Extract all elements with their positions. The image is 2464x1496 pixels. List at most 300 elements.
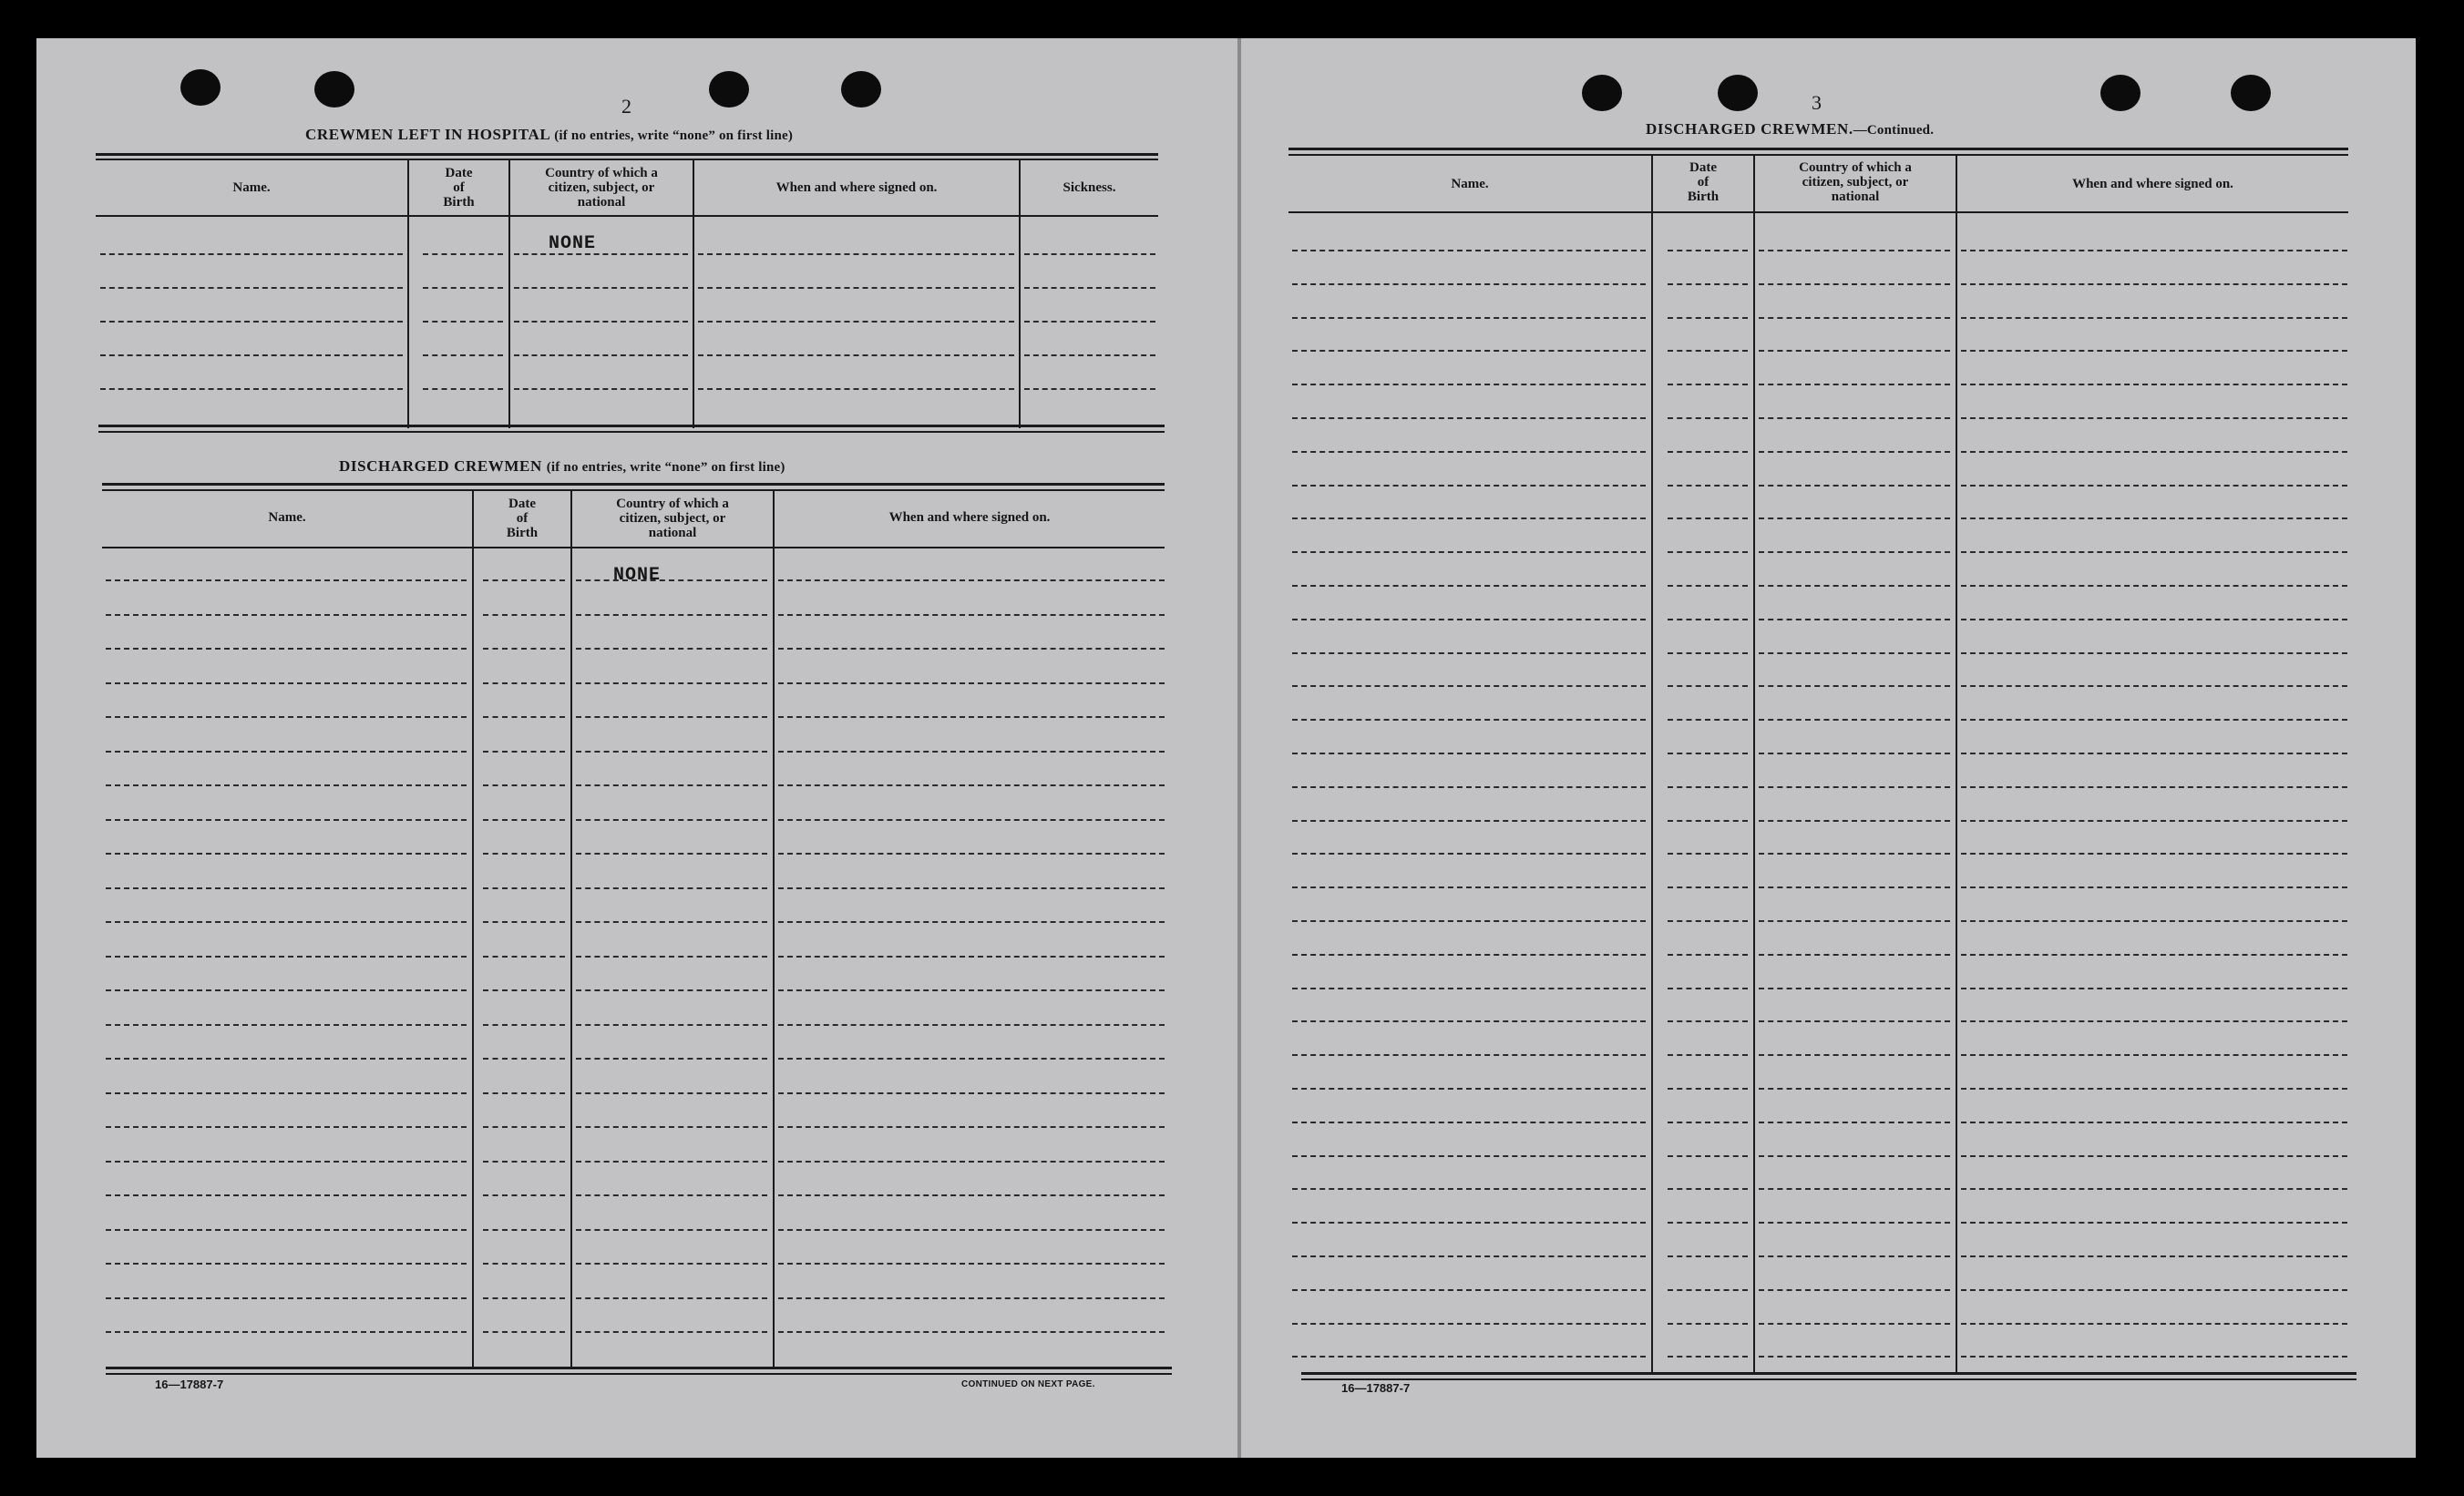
blank-entry-line[interactable] <box>1961 1122 2347 1123</box>
blank-entry-line[interactable] <box>1961 685 2347 687</box>
blank-entry-line[interactable] <box>1961 1088 2347 1090</box>
blank-entry-line[interactable] <box>483 819 565 821</box>
blank-entry-line[interactable] <box>100 321 403 323</box>
blank-entry-line[interactable] <box>423 287 503 289</box>
blank-entry-line[interactable] <box>1759 1222 1950 1224</box>
page-number: 2 <box>621 95 631 118</box>
blank-entry-line[interactable] <box>576 887 767 889</box>
col-header-sickness <box>1021 180 1158 195</box>
blank-entry-line[interactable] <box>1668 250 1748 251</box>
blank-entry-line[interactable] <box>1292 1155 1646 1157</box>
col-header-country-line2: citizen, subject, or <box>1802 175 1909 190</box>
blank-entry-line[interactable] <box>576 579 767 581</box>
blank-entry-line[interactable] <box>778 1331 1165 1333</box>
blank-entry-line[interactable] <box>1759 786 1950 788</box>
blank-entry-line[interactable] <box>1759 1122 1950 1123</box>
blank-entry-line[interactable] <box>1292 283 1646 285</box>
blank-entry-line[interactable] <box>1961 1255 2347 1257</box>
blank-entry-line[interactable] <box>1292 753 1646 754</box>
blank-entry-line[interactable] <box>576 1297 767 1299</box>
blank-entry-line[interactable] <box>576 614 767 616</box>
blank-entry-line[interactable] <box>1759 1255 1950 1257</box>
blank-entry-line[interactable] <box>1759 652 1950 654</box>
punch-hole <box>709 71 749 108</box>
hospital-instruction: (if no entries, write “none” on first line) <box>554 128 794 143</box>
blank-entry-line[interactable] <box>778 819 1165 821</box>
column-divider <box>773 489 775 1368</box>
blank-entry-line[interactable] <box>423 321 503 323</box>
blank-entry-line[interactable] <box>1759 451 1950 453</box>
blank-entry-line[interactable] <box>1292 1356 1646 1358</box>
blank-entry-line[interactable] <box>483 1331 565 1333</box>
blank-entry-line[interactable] <box>1759 619 1950 620</box>
blank-entry-line[interactable] <box>778 1058 1165 1060</box>
blank-entry-line[interactable] <box>778 1161 1165 1163</box>
hospital-entry-none[interactable]: NONE <box>549 233 597 254</box>
col-header-signed-on <box>694 180 1019 195</box>
blank-entry-line[interactable] <box>778 1126 1165 1128</box>
blank-entry-line[interactable] <box>106 579 467 581</box>
blank-entry-line[interactable] <box>106 1092 467 1094</box>
blank-entry-line[interactable] <box>106 1024 467 1026</box>
blank-entry-line[interactable] <box>1024 287 1155 289</box>
blank-entry-line[interactable] <box>1668 451 1748 453</box>
blank-entry-line[interactable] <box>1292 820 1646 822</box>
blank-entry-line[interactable] <box>1668 317 1748 319</box>
blank-entry-line[interactable] <box>1759 1356 1950 1358</box>
blank-entry-line[interactable] <box>106 853 467 855</box>
continued-note: CONTINUED ON NEXT PAGE. <box>961 1379 1095 1389</box>
blank-entry-line[interactable] <box>483 853 565 855</box>
punch-hole <box>1718 75 1758 111</box>
col-header-name-text: Name. <box>1451 177 1489 191</box>
col-header-country-line3: national <box>648 526 697 540</box>
blank-entry-line[interactable] <box>1292 317 1646 319</box>
col-header-signed-on-text: When and where signed on. <box>888 510 1051 525</box>
blank-entry-line[interactable] <box>106 956 467 958</box>
blank-entry-line[interactable] <box>1759 820 1950 822</box>
col-header-dob-line2: of <box>516 511 529 526</box>
blank-entry-line[interactable] <box>1759 753 1950 754</box>
blank-entry-line[interactable] <box>1961 753 2347 754</box>
col-header-name-text: Name. <box>268 510 306 525</box>
blank-entry-line[interactable] <box>1292 685 1646 687</box>
blank-entry-line[interactable] <box>106 682 467 684</box>
blank-entry-line[interactable] <box>576 1092 767 1094</box>
blank-entry-line[interactable] <box>576 784 767 786</box>
blank-entry-line[interactable] <box>1292 384 1646 385</box>
discharged-continued-title <box>1646 120 1934 138</box>
blank-entry-line[interactable] <box>483 1058 565 1060</box>
blank-entry-line[interactable] <box>1292 719 1646 721</box>
blank-entry-line[interactable] <box>106 751 467 753</box>
blank-entry-line[interactable] <box>1292 1323 1646 1325</box>
blank-entry-line[interactable] <box>423 388 503 390</box>
blank-entry-line[interactable] <box>1759 417 1950 419</box>
blank-entry-line[interactable] <box>778 1263 1165 1265</box>
blank-entry-line[interactable] <box>698 388 1014 390</box>
blank-entry-line[interactable] <box>1961 786 2347 788</box>
blank-entry-line[interactable] <box>576 1331 767 1333</box>
punch-hole <box>841 71 881 108</box>
blank-entry-line[interactable] <box>1668 1222 1748 1224</box>
blank-entry-line[interactable] <box>483 887 565 889</box>
blank-entry-line[interactable] <box>1292 585 1646 587</box>
hospital-section-title <box>305 126 793 144</box>
blank-entry-line[interactable] <box>100 354 403 356</box>
blank-entry-line[interactable] <box>1292 417 1646 419</box>
blank-entry-line[interactable] <box>106 1058 467 1060</box>
blank-entry-line[interactable] <box>1668 1323 1748 1325</box>
blank-entry-line[interactable] <box>778 1229 1165 1231</box>
blank-entry-line[interactable] <box>1961 1222 2347 1224</box>
blank-entry-line[interactable] <box>778 956 1165 958</box>
blank-entry-line[interactable] <box>100 253 403 255</box>
blank-entry-line[interactable] <box>1961 1289 2347 1291</box>
blank-entry-line[interactable] <box>1292 786 1646 788</box>
blank-entry-line[interactable] <box>483 1297 565 1299</box>
blank-entry-line[interactable] <box>483 751 565 753</box>
col-header-dob-line3: Birth <box>443 195 475 210</box>
col-header-signed-on-text: When and where signed on. <box>775 180 938 195</box>
blank-entry-line[interactable] <box>778 648 1165 650</box>
blank-entry-line[interactable] <box>1961 283 2347 285</box>
blank-entry-line[interactable] <box>576 716 767 718</box>
blank-entry-line[interactable] <box>106 1297 467 1299</box>
blank-entry-line[interactable] <box>1759 719 1950 721</box>
blank-entry-line[interactable] <box>576 1229 767 1231</box>
blank-entry-line[interactable] <box>778 579 1165 581</box>
blank-entry-line[interactable] <box>1759 485 1950 487</box>
blank-entry-line[interactable] <box>483 1263 565 1265</box>
table-rule <box>96 153 1158 156</box>
blank-entry-line[interactable] <box>1292 250 1646 251</box>
blank-entry-line[interactable] <box>1668 1020 1748 1022</box>
blank-entry-line[interactable] <box>1292 853 1646 855</box>
table-rule <box>1288 148 2348 150</box>
blank-entry-line[interactable] <box>1668 652 1748 654</box>
blank-entry-line[interactable] <box>1759 551 1950 553</box>
blank-entry-line[interactable] <box>1668 853 1748 855</box>
column-divider <box>1753 154 1755 1375</box>
blank-entry-line[interactable] <box>778 921 1165 923</box>
column-divider <box>1651 154 1653 1375</box>
blank-entry-line[interactable] <box>1759 1054 1950 1056</box>
blank-entry-line[interactable] <box>423 253 503 255</box>
blank-entry-line[interactable] <box>576 682 767 684</box>
col-header-dob <box>1653 160 1753 204</box>
discharged-title-text: DISCHARGED CREWMEN <box>339 457 542 475</box>
blank-entry-line[interactable] <box>1668 1054 1748 1056</box>
blank-entry-line[interactable] <box>514 388 688 390</box>
punch-hole <box>2231 75 2271 111</box>
blank-entry-line[interactable] <box>106 989 467 991</box>
blank-entry-line[interactable] <box>1759 517 1950 519</box>
blank-entry-line[interactable] <box>1292 619 1646 620</box>
blank-entry-line[interactable] <box>1668 685 1748 687</box>
blank-entry-line[interactable] <box>1961 1054 2347 1056</box>
blank-entry-line[interactable] <box>1292 517 1646 519</box>
blank-entry-line[interactable] <box>576 1263 767 1265</box>
blank-entry-line[interactable] <box>1668 786 1748 788</box>
blank-entry-line[interactable] <box>483 784 565 786</box>
blank-entry-line[interactable] <box>778 1194 1165 1196</box>
blank-entry-line[interactable] <box>483 1092 565 1094</box>
blank-entry-line[interactable] <box>1668 1289 1748 1291</box>
blank-entry-line[interactable] <box>1759 853 1950 855</box>
blank-entry-line[interactable] <box>698 354 1014 356</box>
blank-entry-line[interactable] <box>1961 1356 2347 1358</box>
punch-hole <box>1582 75 1622 111</box>
blank-entry-line[interactable] <box>1961 317 2347 319</box>
blank-entry-line[interactable] <box>1961 1323 2347 1325</box>
blank-entry-line[interactable] <box>1961 988 2347 989</box>
form-number: 16—17887-7 <box>155 1378 224 1391</box>
blank-entry-line[interactable] <box>1759 886 1950 888</box>
blank-entry-line[interactable] <box>1292 1188 1646 1190</box>
blank-entry-line[interactable] <box>483 1161 565 1163</box>
blank-entry-line[interactable] <box>1961 350 2347 352</box>
blank-entry-line[interactable] <box>1961 853 2347 855</box>
blank-entry-line[interactable] <box>1292 1289 1646 1291</box>
col-header-name <box>1288 177 1651 191</box>
blank-entry-line[interactable] <box>778 682 1165 684</box>
blank-entry-line[interactable] <box>1961 1020 2347 1022</box>
blank-entry-line[interactable] <box>483 956 565 958</box>
blank-entry-line[interactable] <box>1024 321 1155 323</box>
blank-entry-line[interactable] <box>778 1092 1165 1094</box>
blank-entry-line[interactable] <box>106 1331 467 1333</box>
blank-entry-line[interactable] <box>1668 1122 1748 1123</box>
discharged-entry-none[interactable]: NONE <box>613 565 662 586</box>
blank-entry-line[interactable] <box>483 648 565 650</box>
blank-entry-line[interactable] <box>106 1126 467 1128</box>
blank-entry-line[interactable] <box>106 614 467 616</box>
blank-entry-line[interactable] <box>100 388 403 390</box>
blank-entry-line[interactable] <box>106 1161 467 1163</box>
table-rule <box>1288 154 2348 156</box>
blank-entry-line[interactable] <box>1292 1020 1646 1022</box>
blank-entry-line[interactable] <box>1961 551 2347 553</box>
col-header-signed-on <box>775 510 1165 525</box>
blank-entry-line[interactable] <box>1292 1222 1646 1224</box>
col-header-dob-line3: Birth <box>506 526 539 540</box>
blank-entry-line[interactable] <box>483 579 565 581</box>
blank-entry-line[interactable] <box>483 1229 565 1231</box>
blank-entry-line[interactable] <box>1292 954 1646 956</box>
blank-entry-line[interactable] <box>1961 250 2347 251</box>
blank-entry-line[interactable] <box>106 887 467 889</box>
col-header-dob-line2: of <box>1697 175 1709 190</box>
col-header-dob-line2: of <box>453 180 465 195</box>
blank-entry-line[interactable] <box>514 354 688 356</box>
blank-entry-line[interactable] <box>1759 988 1950 989</box>
blank-entry-line[interactable] <box>1292 920 1646 922</box>
blank-entry-line[interactable] <box>483 682 565 684</box>
blank-entry-line[interactable] <box>1961 517 2347 519</box>
blank-entry-line[interactable] <box>1668 1255 1748 1257</box>
blank-entry-line[interactable] <box>576 819 767 821</box>
blank-entry-line[interactable] <box>1292 1088 1646 1090</box>
blank-entry-line[interactable] <box>1961 417 2347 419</box>
blank-entry-line[interactable] <box>483 614 565 616</box>
blank-entry-line[interactable] <box>576 1126 767 1128</box>
blank-entry-line[interactable] <box>1961 652 2347 654</box>
blank-entry-line[interactable] <box>1759 283 1950 285</box>
blank-entry-line[interactable] <box>1292 350 1646 352</box>
blank-entry-line[interactable] <box>1024 354 1155 356</box>
blank-entry-line[interactable] <box>1668 820 1748 822</box>
blank-entry-line[interactable] <box>1668 753 1748 754</box>
blank-entry-line[interactable] <box>106 921 467 923</box>
blank-entry-line[interactable] <box>698 321 1014 323</box>
blank-entry-line[interactable] <box>1961 485 2347 487</box>
blank-entry-line[interactable] <box>483 716 565 718</box>
blank-entry-line[interactable] <box>1759 1088 1950 1090</box>
blank-entry-line[interactable] <box>106 648 467 650</box>
blank-entry-line[interactable] <box>514 321 688 323</box>
blank-entry-line[interactable] <box>1961 954 2347 956</box>
blank-entry-line[interactable] <box>1292 485 1646 487</box>
blank-entry-line[interactable] <box>1961 820 2347 822</box>
blank-entry-line[interactable] <box>1961 384 2347 385</box>
blank-entry-line[interactable] <box>106 1263 467 1265</box>
blank-entry-line[interactable] <box>1668 719 1748 721</box>
table-rule <box>1301 1372 2356 1375</box>
blank-entry-line[interactable] <box>1292 988 1646 989</box>
blank-entry-line[interactable] <box>1668 619 1748 620</box>
header-underline <box>96 215 1158 217</box>
blank-entry-line[interactable] <box>1759 317 1950 319</box>
blank-entry-line[interactable] <box>106 1194 467 1196</box>
blank-entry-line[interactable] <box>576 1058 767 1060</box>
blank-entry-line[interactable] <box>483 921 565 923</box>
blank-entry-line[interactable] <box>1292 886 1646 888</box>
blank-entry-line[interactable] <box>1668 920 1748 922</box>
blank-entry-line[interactable] <box>1961 719 2347 721</box>
blank-entry-line[interactable] <box>1961 451 2347 453</box>
blank-entry-line[interactable] <box>106 716 467 718</box>
blank-entry-line[interactable] <box>1961 619 2347 620</box>
blank-entry-line[interactable] <box>1759 350 1950 352</box>
blank-entry-line[interactable] <box>1759 685 1950 687</box>
blank-entry-line[interactable] <box>1668 517 1748 519</box>
blank-entry-line[interactable] <box>1668 350 1748 352</box>
blank-entry-line[interactable] <box>106 1229 467 1231</box>
table-rule <box>1301 1378 2356 1380</box>
blank-entry-line[interactable] <box>576 1194 767 1196</box>
blank-entry-line[interactable] <box>1668 954 1748 956</box>
blank-entry-line[interactable] <box>483 1024 565 1026</box>
page-number: 3 <box>1812 91 1822 114</box>
blank-entry-line[interactable] <box>778 853 1165 855</box>
blank-entry-line[interactable] <box>106 784 467 786</box>
blank-entry-line[interactable] <box>778 1024 1165 1026</box>
col-header-signed-on-text: When and where signed on. <box>2072 177 2233 191</box>
blank-entry-line[interactable] <box>778 1297 1165 1299</box>
blank-entry-line[interactable] <box>483 1194 565 1196</box>
blank-entry-line[interactable] <box>576 956 767 958</box>
blank-entry-line[interactable] <box>1668 886 1748 888</box>
blank-entry-line[interactable] <box>778 784 1165 786</box>
blank-entry-line[interactable] <box>778 716 1165 718</box>
blank-entry-line[interactable] <box>1759 954 1950 956</box>
blank-entry-line[interactable] <box>698 287 1014 289</box>
blank-entry-line[interactable] <box>1668 988 1748 989</box>
continued-suffix: —Continued. <box>1853 123 1935 138</box>
blank-entry-line[interactable] <box>1961 1155 2347 1157</box>
blank-entry-line[interactable] <box>576 853 767 855</box>
blank-entry-line[interactable] <box>1668 1188 1748 1190</box>
blank-entry-line[interactable] <box>778 751 1165 753</box>
blank-entry-line[interactable] <box>1759 250 1950 251</box>
blank-entry-line[interactable] <box>1961 585 2347 587</box>
blank-entry-line[interactable] <box>1292 1255 1646 1257</box>
blank-entry-line[interactable] <box>576 648 767 650</box>
blank-entry-line[interactable] <box>1292 551 1646 553</box>
blank-entry-line[interactable] <box>576 921 767 923</box>
blank-entry-line[interactable] <box>1961 886 2347 888</box>
blank-entry-line[interactable] <box>1759 1289 1950 1291</box>
blank-entry-line[interactable] <box>778 989 1165 991</box>
blank-entry-line[interactable] <box>1024 388 1155 390</box>
blank-entry-line[interactable] <box>1759 1188 1950 1190</box>
blank-entry-line[interactable] <box>1668 485 1748 487</box>
blank-entry-line[interactable] <box>1759 1155 1950 1157</box>
blank-entry-line[interactable] <box>100 287 403 289</box>
blank-entry-line[interactable] <box>423 354 503 356</box>
blank-entry-line[interactable] <box>1668 1155 1748 1157</box>
blank-entry-line[interactable] <box>514 253 688 255</box>
blank-entry-line[interactable] <box>778 887 1165 889</box>
blank-entry-line[interactable] <box>698 253 1014 255</box>
blank-entry-line[interactable] <box>778 614 1165 616</box>
blank-entry-line[interactable] <box>483 989 565 991</box>
blank-entry-line[interactable] <box>1668 1356 1748 1358</box>
blank-entry-line[interactable] <box>1668 384 1748 385</box>
blank-entry-line[interactable] <box>1759 920 1950 922</box>
blank-entry-line[interactable] <box>1668 551 1748 553</box>
blank-entry-line[interactable] <box>1024 253 1155 255</box>
blank-entry-line[interactable] <box>1759 585 1950 587</box>
blank-entry-line[interactable] <box>1292 652 1646 654</box>
table-rule <box>98 431 1165 433</box>
blank-entry-line[interactable] <box>576 1161 767 1163</box>
table-rule <box>106 1367 1172 1369</box>
blank-entry-line[interactable] <box>1759 1020 1950 1022</box>
blank-entry-line[interactable] <box>576 989 767 991</box>
blank-entry-line[interactable] <box>106 819 467 821</box>
header-underline <box>1288 211 2348 213</box>
blank-entry-line[interactable] <box>1292 1054 1646 1056</box>
blank-entry-line[interactable] <box>514 287 688 289</box>
blank-entry-line[interactable] <box>1292 1122 1646 1123</box>
blank-entry-line[interactable] <box>1759 1323 1950 1325</box>
blank-entry-line[interactable] <box>1961 920 2347 922</box>
blank-entry-line[interactable] <box>1668 585 1748 587</box>
blank-entry-line[interactable] <box>576 1024 767 1026</box>
blank-entry-line[interactable] <box>1759 384 1950 385</box>
blank-entry-line[interactable] <box>1292 451 1646 453</box>
blank-entry-line[interactable] <box>1668 283 1748 285</box>
blank-entry-line[interactable] <box>1668 417 1748 419</box>
blank-entry-line[interactable] <box>483 1126 565 1128</box>
col-header-country-line1: Country of which a <box>1799 160 1912 175</box>
col-header-dob-line1: Date <box>508 497 536 511</box>
blank-entry-line[interactable] <box>1668 1088 1748 1090</box>
blank-entry-line[interactable] <box>576 751 767 753</box>
blank-entry-line[interactable] <box>1961 1188 2347 1190</box>
